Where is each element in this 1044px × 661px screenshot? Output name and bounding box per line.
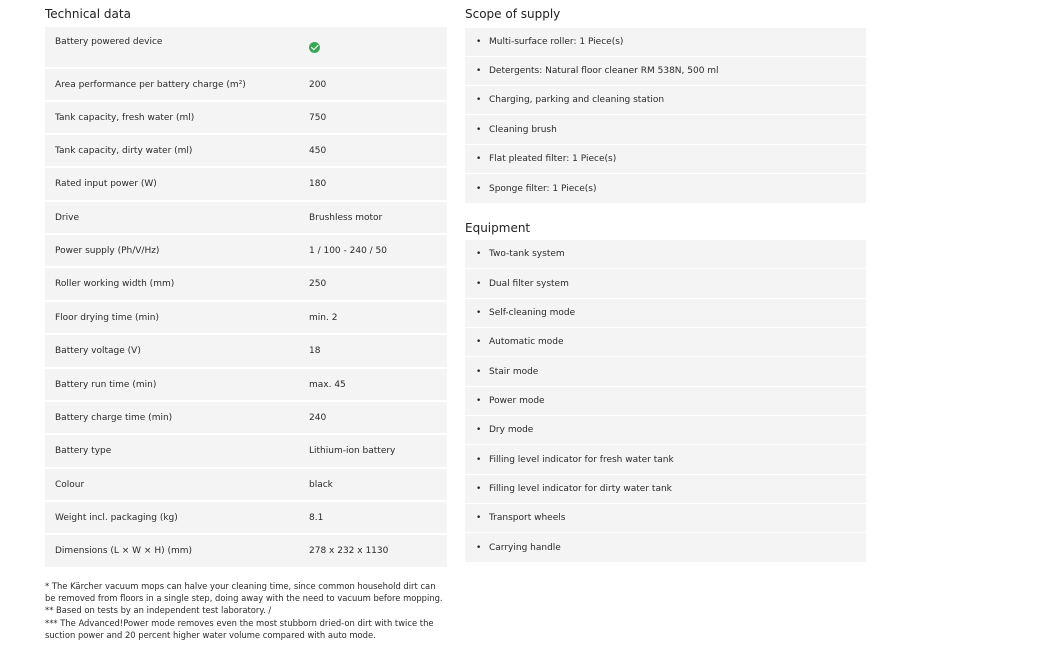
- table-row: [45, 469, 447, 502]
- table-row: [45, 102, 447, 135]
- row-label: Tank capacity, dirty water (ml): [55, 145, 193, 156]
- row-value: 750: [309, 112, 327, 123]
- list-item-label: Power mode: [489, 396, 545, 406]
- bullet-icon: •: [476, 249, 482, 259]
- bullet-icon: •: [476, 454, 482, 465]
- list-item: [465, 145, 866, 174]
- row-label: Roller working width (mm): [55, 279, 175, 289]
- list-item: [465, 387, 866, 416]
- list-item: [465, 445, 866, 475]
- row-label: Battery run time (min): [55, 379, 157, 390]
- list-item-label: Filling level indicator for dirty water tank: [489, 484, 672, 494]
- table-row: [45, 235, 447, 268]
- list-item: [465, 475, 866, 504]
- footnote: *** The Advanced!Power mode removes even the most stubborn dried-on dirt with twice the suction power and 20 percent higher water volume compared with auto mode.: [45, 617, 434, 640]
- row-value: 180: [309, 179, 327, 189]
- table-row: [45, 369, 447, 402]
- row-value: 450: [309, 145, 327, 156]
- row-value: [309, 42, 447, 53]
- list-item: [465, 86, 866, 115]
- row-value: Brushless motor: [309, 212, 383, 223]
- row-label: Dimensions (L × W × H) (mm): [55, 546, 193, 556]
- bullet-icon: •: [476, 337, 482, 347]
- table-row: [45, 402, 447, 435]
- list-item-label: Transport wheels: [489, 513, 566, 523]
- footnote: ** Based on tests by an independent test laboratory. /: [45, 605, 272, 616]
- list-item-label: Multi-surface roller: 1 Piece(s): [489, 37, 624, 47]
- table-row: [45, 27, 447, 69]
- bullet-icon: •: [476, 124, 482, 135]
- list-item-label: Automatic mode: [489, 337, 564, 347]
- list-item: [465, 328, 866, 357]
- table-row: [45, 302, 447, 335]
- bullet-icon: •: [476, 366, 482, 377]
- list-item-label: Detergents: Natural floor cleaner RM 538N, 500 ml: [489, 66, 719, 76]
- list-item: [465, 299, 866, 328]
- row-label: Colour: [55, 479, 85, 490]
- row-value: 1 / 100 - 240 / 50: [309, 245, 388, 256]
- bullet-icon: •: [476, 183, 482, 194]
- table-row: [45, 435, 447, 469]
- scope-of-supply-title: Scope of supply: [465, 7, 561, 21]
- list-item: [465, 269, 866, 299]
- row-label: Weight incl. packaging (kg): [55, 512, 178, 523]
- bullet-icon: •: [476, 308, 482, 318]
- bullet-icon: •: [476, 154, 482, 164]
- bullet-icon: •: [476, 66, 482, 76]
- table-row: [45, 135, 447, 168]
- row-value: min. 2: [309, 312, 338, 323]
- bullet-icon: •: [476, 95, 482, 105]
- table-row: [45, 268, 447, 302]
- bullet-icon: •: [476, 542, 482, 553]
- list-item: [465, 57, 866, 86]
- bullet-icon: •: [476, 37, 482, 47]
- row-value: 200: [309, 79, 327, 90]
- row-value: 240: [309, 412, 327, 423]
- row-label: Area performance per battery charge (m²): [55, 79, 246, 90]
- row-label: Battery voltage (V): [55, 346, 141, 356]
- list-item: [465, 240, 866, 269]
- list-item-label: Flat pleated filter: 1 Piece(s): [489, 154, 617, 164]
- bullet-icon: •: [476, 513, 482, 523]
- list-item-label: Filling level indicator for fresh water tank: [489, 454, 674, 465]
- list-item-label: Dual filter system: [489, 278, 569, 289]
- list-item: [465, 357, 866, 387]
- row-label: Rated input power (W): [55, 179, 157, 189]
- list-item-label: Cleaning brush: [489, 124, 557, 135]
- table-row: [45, 69, 447, 102]
- technical-data-title: Technical data: [45, 7, 131, 21]
- row-value: max. 45: [309, 379, 346, 390]
- list-item: [465, 504, 866, 533]
- equipment-title: Equipment: [465, 221, 531, 235]
- table-row: [45, 535, 447, 569]
- list-item: [465, 533, 866, 563]
- bullet-icon: •: [476, 396, 482, 406]
- technical-data-table: [45, 27, 447, 569]
- row-value: 278 x 232 x 1130: [309, 546, 389, 556]
- row-label: Power supply (Ph/V/Hz): [55, 245, 160, 256]
- list-item: [465, 174, 866, 204]
- table-row: [45, 202, 447, 235]
- footnote: * The Kärcher vacuum mops can halve your cleaning time, since common household dirt can be removed from floors in a single step, doing away with the need to vacuum before mopping.: [45, 581, 443, 604]
- row-value: Lithium-ion battery: [309, 446, 396, 456]
- row-label: Battery type: [55, 446, 112, 456]
- check-circle-icon: [309, 42, 320, 53]
- list-item: [465, 416, 866, 445]
- list-item-label: Dry mode: [489, 425, 534, 435]
- table-row: [45, 335, 447, 369]
- row-value: 8.1: [309, 512, 324, 523]
- list-item-label: Charging, parking and cleaning station: [489, 95, 665, 105]
- row-value: black: [309, 479, 333, 490]
- table-row: [45, 168, 447, 202]
- row-label: Tank capacity, fresh water (ml): [55, 112, 195, 123]
- list-item: [465, 115, 866, 145]
- list-item-label: Two-tank system: [489, 249, 565, 259]
- bullet-icon: •: [476, 484, 482, 494]
- bullet-icon: •: [476, 425, 482, 435]
- bullet-icon: •: [476, 278, 482, 289]
- list-item-label: Carrying handle: [489, 542, 561, 553]
- footnotes: [45, 580, 447, 641]
- row-value: 250: [309, 279, 327, 289]
- list-item-label: Self-cleaning mode: [489, 308, 576, 318]
- scope-of-supply-list: [465, 28, 866, 204]
- list-item-label: Stair mode: [489, 366, 539, 377]
- row-label: Floor drying time (min): [55, 312, 159, 323]
- row-label: Battery powered device: [55, 37, 163, 47]
- row-label: Drive: [55, 212, 79, 223]
- row-label: Battery charge time (min): [55, 412, 173, 423]
- list-item-label: Sponge filter: 1 Piece(s): [489, 183, 597, 194]
- equipment-list: [465, 240, 866, 563]
- table-row: [45, 502, 447, 535]
- row-value: 18: [309, 346, 321, 356]
- list-item: [465, 28, 866, 57]
